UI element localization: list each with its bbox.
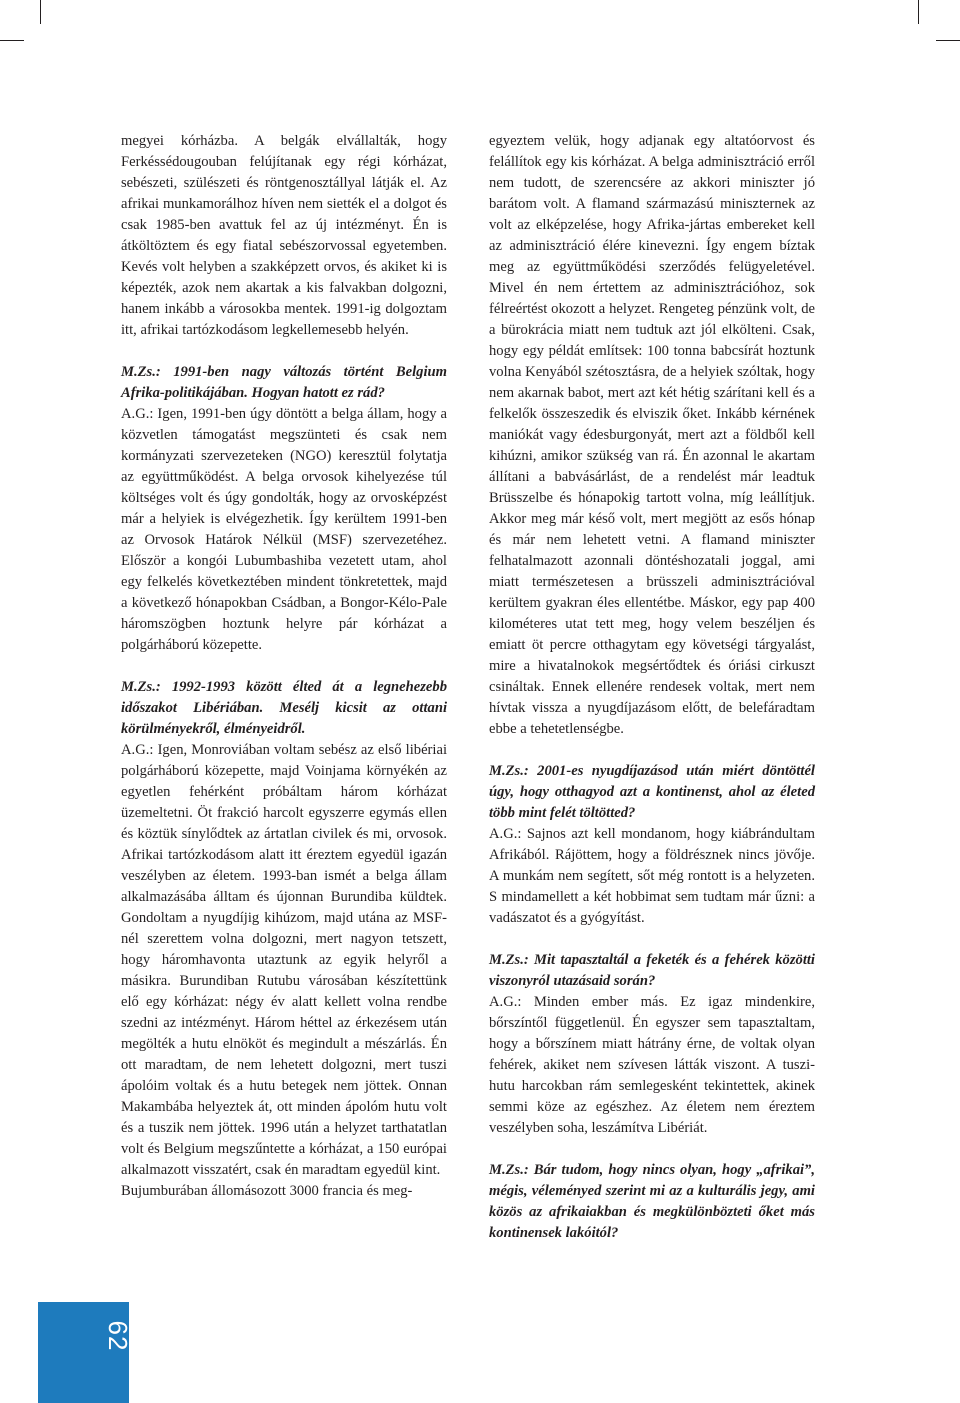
- paragraph-gap: [121, 656, 447, 677]
- interview-question: M.Zs.: 1991-ben nagy változás történt Belgium Afrika-politikájában. Hogyan hatott ez rád?: [121, 364, 447, 401]
- body-paragraph: egyeztem velük, hogy adjanak egy altatóorvost és felállítok egy kis kórházat. A belga adminisztráció erről nem tudott, de szerencsére az akkori miniszter jó barátom volt. A flamand származású miniszternek az volt az elképzelése, hogy Afrika-jártas embereket kell az adminisztráció élére kinevezni. Így engem bíztak meg az együttműködési szerződés felügyeletével. Mivel én nem értettem az adminisztrációhoz, sok félreértést okozott a helyzet. Rengeteg pénzünk volt, de a bürokrácia miatt nem tudtuk azt jól elkölteni. Csak, hogy egy példát említsek: 100 tonna babcsírát hoztunk volna Kenyából szétosztásra, de a helyiek szóltak, hogy nem akarnak babot, mert azt két hétig szárítani kell és a felkelők összeszedik és elviszik őket. Inkább kérnének maniókát vagy édesburgonyát, mert azt a földből kell kihúzni, amikor szükség van rá. Én azonnal le akartam állítani a babvásárlást, de a rendelést már leadtuk Brüsszelbe és hónapokig tartott volna, míg leállítjuk. Akkor meg már késő volt, mert megjött az esős hónap és már nem lehetett vetni. A flamand miniszter felhatalmazott azonnali döntéshozatali joggal, ami miatt természetesen a brüsszeli adminisztrációval kerültem gyakran éles ellentétbe. Máskor, egy pap 400 kilométeres utat tett meg, hogy velem beszéljen és emiatt öt percre otthagytam egy követségi tárgyalást, mire a hivatalnokok megsértődtek és óriási cirkuszt csináltak. Ennek ellenére rendesek voltak, mert nem hívtak vissza a nyugdíjazásom előtt, de belefáradtam ebbe a tehetetlenségbe.: [489, 133, 815, 737]
- crop-mark-top-left: [40, 0, 41, 24]
- interview-question: M.Zs.: 1992-1993 között élted át a legnehezebb időszakot Libériában. Mesélj kicsit az ottani körülményekről, élményeidről.: [121, 679, 447, 737]
- body-paragraph: megyei kórházba. A belgák elvállalták, hogy Ferkéssédougouban felújítanak egy régi kórházat, sebészeti, szülészeti és röntgenosztállyal látják el. Az afrikai munkamorálhoz híven nem siették el a dolgot és csak 1985-ben avattuk fel az új intézményt. Én is átköltöztem és egy fiatal sebészorvossal egyetemben. Kevés volt helyben a szakképzett orvos, és akiket ki is képezték, azok nem akartak a kis falvakban dolgozni, hanem inkább a városokba mentek. 1991-ig dolgoztam itt, afrikai tartózkodásom legkellemesebb helyén.: [121, 133, 447, 338]
- crop-mark-top-right-h: [936, 40, 960, 41]
- paragraph-gap: [489, 1139, 815, 1160]
- body-paragraph: A.G.: Minden ember más. Ez igaz mindenkire, bőrszíntől függetlenül. Én egyszer sem tapasztaltam, hogy a bőrszínem miatt hátrány érne, de voltak olyan fehérek, akiket nem szívesen látták viszont. A tuszi-hutu harcokban rám semlegesként tekintettek, akinek semmi köze az egészhez. Az életem nem éreztem veszélyben soha, leszámítva Libériát.: [489, 994, 815, 1136]
- paragraph-gap: [489, 929, 815, 950]
- page-number: 62: [103, 1320, 134, 1352]
- crop-mark-top-left-h: [0, 40, 24, 41]
- paragraph-gap: [489, 740, 815, 761]
- interview-question: M.Zs.: 2001-es nyugdíjazásod után miért döntöttél úgy, hogy otthagyod azt a kontinenst, ahol az életed több mint felét töltötted?: [489, 763, 815, 821]
- right-column: [489, 131, 815, 1244]
- body-paragraph: A.G.: Igen, Monroviában voltam sebész az első libériai polgárháború közepette, majd Voinjama környékén az egyetlen fehérként próbáltam három kórházat üzemeltetni. Öt frakció harcolt egyszerre egymás ellen és köztük sínylődtek az ártatlan civilek és mi, orvosok. Afrikai tartózkodásom alatt itt éreztem egyedül igazán veszélyben az életem. 1993-ban ismét a belga állam alkalmazásába álltam és újonnan Burundiba küldtek. Gondoltam a nyugdíjig kihúzom, majd utána az MSF-nél szerettem volna dolgozni, mert nagyon tetszett, hogy háromhavonta utaztunk az egyik helyről a másikra. Burundiban Rutubu városában készítettünk elő egy kórházat: négy év alatt kellett volna rendbe szedni az intézményt. Három héttel az érkezésem után megölték a hutu elnököt és megindult a mészárlás. Én ott maradtam, de nem lehetett dolgozni, mert tuszi ápolóim voltak és a hutu betegek nem jöttek. Onnan Makambába helyeztek át, ott minden ápolóm hutu volt és a tuszik nem jöttek. 1996 után a helyzet tarthatatlan volt és Belgium megszűntette a kórházat, a 150 európai alkalmazott visszatért, csak én maradtam egyedül kint.: [121, 742, 447, 1178]
- crop-mark-top-right: [918, 0, 919, 24]
- left-column: [121, 131, 447, 1202]
- interview-question: M.Zs.: Mit tapasztaltál a feketék és a fehérek közötti viszonyról utazásaid során?: [489, 952, 815, 989]
- body-paragraph: Bujumburában állomásozott 3000 francia és meg-: [121, 1183, 413, 1199]
- interview-question: M.Zs.: Bár tudom, hogy nincs olyan, hogy „afrikai”, mégis, véleményed szerint mi az a kulturális jegy, ami közös az afrikaiakban és megkülönbözteti őket más kontinensek lakóitól?: [489, 1162, 815, 1241]
- body-paragraph: A.G.: Igen, 1991-ben úgy döntött a belga állam, hogy a közvetlen támogatást megszünteti és csak nem kormányzati szervezeteken (NGO) keresztül folytatja az együttműködést. A belga orvosok kihelyezése túl költséges volt és úgy gondolták, hogy az orvosképzést már a helyiek is elvégezhetik. Így kerültem 1991-ben az Orvosok Határok Nélkül (MSF) szervezetéhez. Először a kongói Lubumbashiba vezetett utam, ahol egy felkelés következtében mindent tönkretettek, majd a következő hónapokban Csádban, a Bongor-Kélo-Pale háromszögben hoztunk helyre pár kórházat a polgárháború közepette.: [121, 406, 447, 653]
- body-paragraph: A.G.: Sajnos azt kell mondanom, hogy kiábrándultam Afrikából. Rájöttem, hogy a földrésznek nincs jövője. A munkám nem segített, sőt még rontott is a helyzeten. S mindamellett a két hobbimat sem tudtam már űzni: a vadászatot és a gyógyítást.: [489, 826, 815, 926]
- paragraph-gap: [121, 341, 447, 362]
